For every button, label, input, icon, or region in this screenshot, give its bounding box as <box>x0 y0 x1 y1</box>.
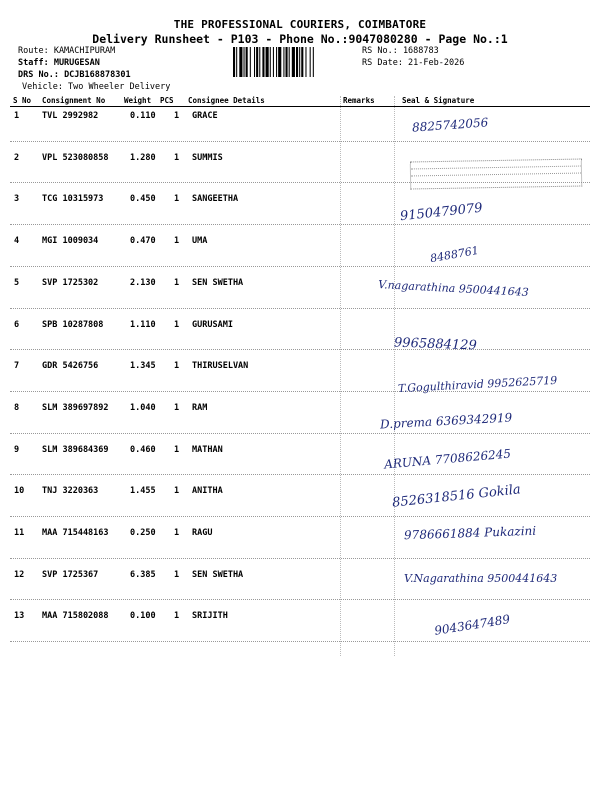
row-5-consignment: SVP 1725302 <box>42 277 99 288</box>
row-separator <box>10 474 590 475</box>
row-separator <box>10 266 590 267</box>
col-remarks: Remarks <box>343 96 375 105</box>
row-separator <box>10 558 590 559</box>
col-weight: Weight <box>124 96 152 105</box>
row-7-consignment: GDR 5426756 <box>42 361 99 372</box>
table-header-rule <box>10 106 590 107</box>
row-13-signature: 9043647489 <box>433 612 511 638</box>
row-3-consignment: TCG 10315973 <box>42 194 104 205</box>
drs-label: DRS No.: <box>18 70 65 80</box>
row-6-consignment: SPB 10287808 <box>42 319 104 330</box>
row-11-weight: 0.250 <box>130 528 156 538</box>
seal-column-divider <box>394 96 395 656</box>
row-11-consignee: RAGU <box>192 528 213 538</box>
row-2-weight: 1.280 <box>130 152 156 163</box>
row-10-signature: 8526318516 Gokila <box>391 482 522 511</box>
row-10-consignee: ANITHA <box>192 486 223 497</box>
row-4-sno: 4 <box>14 236 20 247</box>
drs-number <box>18 70 131 80</box>
barcode-image <box>233 47 355 77</box>
row-separator <box>10 349 590 350</box>
drs-value: DCJB168878301 <box>64 70 131 80</box>
row-separator <box>10 391 590 392</box>
receiver-seal-stamp <box>410 159 582 190</box>
row-7-weight: 1.345 <box>130 361 156 372</box>
row-separator <box>10 308 590 309</box>
row-8-sno: 8 <box>14 402 20 413</box>
row-13-pcs: 1 <box>174 611 180 622</box>
document-subtitle: Delivery Runsheet - P103 - Phone No.:9047080280 - Page No.:1 <box>92 32 508 46</box>
row-3-weight: 0.450 <box>130 194 156 205</box>
row-6-weight: 1.110 <box>130 319 156 330</box>
row-separator <box>10 224 590 225</box>
row-13-weight: 0.100 <box>130 611 156 622</box>
row-4-weight: 0.470 <box>130 236 156 247</box>
row-12-consignment: SVP 1725367 <box>42 569 99 580</box>
row-8-consignee: RAM <box>192 402 208 413</box>
row-9-sno: 9 <box>14 444 20 455</box>
row-5-consignee: SEN SWETHA <box>192 277 244 288</box>
row-6-sno: 6 <box>14 319 20 330</box>
col-consignment: Consignment No <box>42 96 106 105</box>
row-4-consignee: UMA <box>192 236 208 247</box>
row-8-pcs: 1 <box>174 402 180 413</box>
row-9-signature: ARUNA 7708626245 <box>383 446 512 472</box>
row-5-pcs: 1 <box>174 277 180 288</box>
row-8-signature: D.prema 6369342919 <box>379 410 513 432</box>
row-10-consignment: TNJ 3220363 <box>42 486 99 497</box>
row-7-pcs: 1 <box>174 361 180 372</box>
row-11-sno: 11 <box>14 528 25 538</box>
row-1-consignee: GRACE <box>192 111 218 121</box>
row-12-signature: V.Nagarathina 9500441643 <box>404 572 558 585</box>
row-1-signature: 8825742056 <box>411 115 489 135</box>
row-5-weight: 2.130 <box>130 277 156 288</box>
row-3-sno: 3 <box>14 194 20 205</box>
row-11-pcs: 1 <box>174 528 180 538</box>
row-7-consignee: THIRUSELVAN <box>192 361 249 372</box>
row-2-sno: 2 <box>14 152 20 163</box>
row-1-sno: 1 <box>14 111 20 121</box>
col-pcs: PCS <box>160 96 174 105</box>
col-consignee: Consignee Details <box>188 96 265 105</box>
row-separator <box>10 516 590 517</box>
row-9-consignee: MATHAN <box>192 444 223 455</box>
row-8-consignment: SLM 389697892 <box>42 402 109 413</box>
row-13-consignee: SRIJITH <box>192 611 228 622</box>
rs-number: RS No.: 1688783 <box>362 46 439 56</box>
row-separator <box>10 433 590 434</box>
row-11-consignment: MAA 715448163 <box>42 528 109 538</box>
row-6-pcs: 1 <box>174 319 180 330</box>
row-separator <box>10 141 590 142</box>
row-separator <box>10 641 590 642</box>
rs-date: RS Date: 21-Feb-2026 <box>362 58 465 68</box>
row-3-signature: 9150479079 <box>399 200 484 225</box>
row-11-signature: 9786661884 Pukazini <box>403 523 537 543</box>
row-12-consignee: SEN SWETHA <box>192 569 244 580</box>
row-3-pcs: 1 <box>174 194 180 205</box>
row-4-pcs: 1 <box>174 236 180 247</box>
col-seal-signature: Seal & Signature <box>402 96 475 105</box>
vehicle-label: Vehicle: Two Wheeler Delivery <box>22 82 171 92</box>
row-2-pcs: 1 <box>174 152 180 163</box>
row-9-weight: 0.460 <box>130 444 156 455</box>
row-7-signature: T.Gogulthiravid 9952625719 <box>397 373 558 396</box>
row-10-sno: 10 <box>14 486 25 497</box>
row-13-sno: 13 <box>14 611 25 622</box>
row-10-weight: 1.455 <box>130 486 156 497</box>
row-9-consignment: SLM 389684369 <box>42 444 109 455</box>
row-13-consignment: MAA 715802088 <box>42 611 109 622</box>
row-4-consignment: MGI 1009034 <box>42 236 99 247</box>
row-2-consignment: VPL 523080858 <box>42 152 109 163</box>
row-9-pcs: 1 <box>174 444 180 455</box>
row-8-weight: 1.040 <box>130 402 156 413</box>
row-12-weight: 6.385 <box>130 569 156 580</box>
row-separator <box>10 599 590 600</box>
row-12-pcs: 1 <box>174 569 180 580</box>
row-5-sno: 5 <box>14 277 20 288</box>
row-10-pcs: 1 <box>174 486 180 497</box>
col-sno: S No <box>13 96 32 105</box>
row-6-consignee: GURUSAMI <box>192 319 233 330</box>
document-title: THE PROFESSIONAL COURIERS, COIMBATORE <box>173 18 427 31</box>
row-1-weight: 0.110 <box>130 111 156 121</box>
row-7-sno: 7 <box>14 361 20 372</box>
row-2-consignee: SUMMIS <box>192 152 223 163</box>
row-12-sno: 12 <box>14 569 25 580</box>
route-label: Route: KAMACHIPURAM <box>18 46 116 56</box>
row-1-consignment: TVL 2992982 <box>42 111 99 121</box>
row-1-pcs: 1 <box>174 111 180 121</box>
row-3-consignee: SANGEETHA <box>192 194 239 205</box>
row-4-signature: 8488761 <box>429 243 480 266</box>
row-6-signature: 9965884129 <box>393 335 477 354</box>
remarks-column-divider <box>340 96 341 656</box>
row-5-signature: V.nagarathina 9500441643 <box>377 278 529 299</box>
staff-label: Staff: MURUGESAN <box>18 58 100 68</box>
